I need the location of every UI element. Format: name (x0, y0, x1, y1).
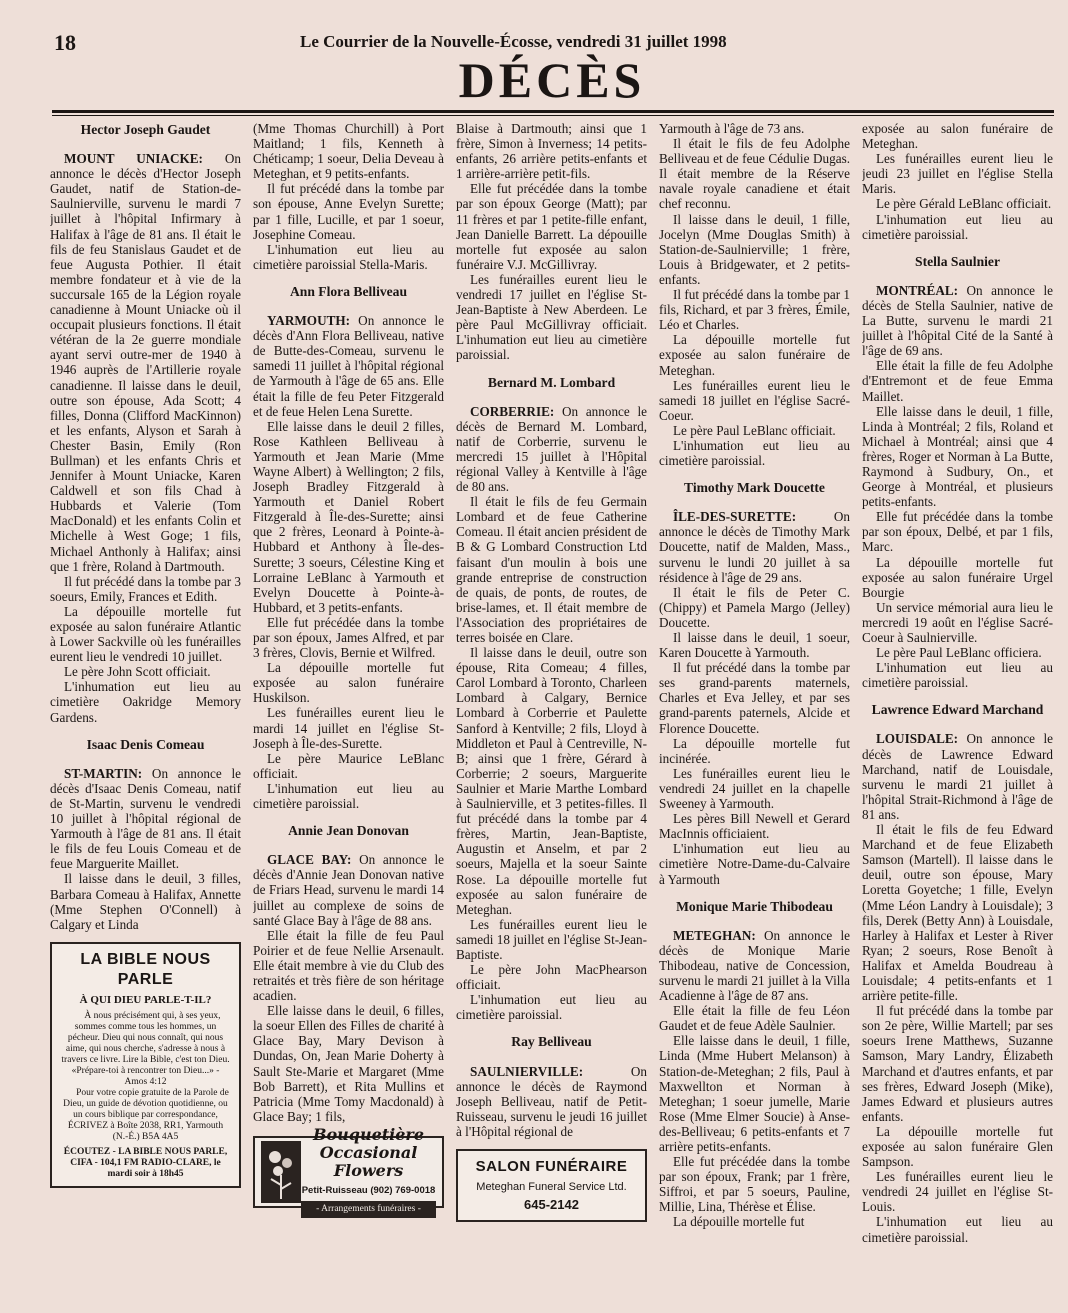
dateline: ÎLE-DES-SURETTE: (673, 509, 797, 525)
dateline: SAULNIERVILLE: (470, 1063, 584, 1079)
paragraph-text: Elle était la fille de feu Léon Gaudet et de feue Adèle Saulnier. (659, 1003, 850, 1034)
paragraph-text: Elle fut précédée dans la tombe par son époux, James Alfred, et par 3 frères, Clovis, Bernie et Wilfred. (253, 614, 444, 661)
obituary-heading: Bernard M. Lombard (487, 374, 616, 390)
obituary-heading: Annie Jean Donovan (288, 823, 409, 839)
obituary-paragraph (253, 121, 444, 181)
paragraph-text: Un service mémorial aura lieu le mercredi 19 août en l'église Sacré-Coeur à Saulnierville. (862, 599, 1053, 645)
paragraph-text: On annonce le décès de Raymond Joseph Belliveau, natif de Petit-Ruisseau, survenu le jeudi 16 juillet à l'Hôpital régional de (456, 1063, 647, 1139)
salon-funeraire-ad (456, 1149, 647, 1222)
section-title: DÉCÈS (458, 52, 646, 108)
paragraph-text: On annonce le décès de Lawrence Edward Marchand, natif de Louisdale, survenu le mardi 21 juillet à l'hôpital Strait-Richmond à l'âge de 81 ans. (862, 731, 1053, 822)
paragraph-text: Les funérailles eurent lieu le jeudi 23 juillet en l'église Stella Maris. (862, 151, 1053, 197)
salon-title: SALON FUNÉRAIRE (475, 1158, 628, 1175)
page-number: 18 (54, 30, 76, 55)
obituary-paragraph (862, 1124, 1053, 1169)
obituary-paragraph (862, 151, 1053, 196)
paragraph-text: Il laisse dans le deuil, 3 filles, Barbara Comeau à Halifax, Annette (Mme Stephen O'Connell) à Calgary et Linda (50, 871, 241, 932)
paragraph-text: Elle fut précédée dans la tombe par son époux George (Matt); par 11 frères et par 1 petite-fille enfant, Jean Danielle Barrett. La dépouille mortelle fut exposée au salon funéraire V.J. McGillivray. (456, 181, 647, 272)
column-5 (862, 121, 1053, 1307)
obituary-paragraph (659, 212, 850, 287)
column-2 (253, 121, 444, 1307)
paragraph-text: On annonce le décès d'Annie Jean Donovan native de Friars Head, survenu le mardi 14 juillet au complexe de soins de santé Glace Bay à l'âge de 88 ans. (253, 852, 444, 928)
obituary-paragraph (659, 332, 850, 377)
paragraph-text: Il était le fils de feu Edward Marchand et de feue Elizabeth Samson (Martell). Il laisse dans le deuil, outre son épouse, Mary Loretta Goyetche; 1 fille, Evelyn (Mme Léon Landry à Louisdale); 3 fils, Derek (Betty Ann) à Louisdale, Harley à Halifax et Lester à River Ryan; 2 soeurs, Rose Benoît à Halifax et Amelda Boudreau à Louisdale; 4 petits-enfants et 1 arrière petite-fille. (862, 822, 1053, 1004)
paragraph-text: On annonce le décès de Stella Saulnier, native de La Butte, survenu le mardi 21 juillet à l'hôpital Cité de la Santé à l'âge de 69 ans. (862, 282, 1053, 359)
columns (50, 121, 1054, 1307)
paragraph-text: Les funérailles eurent lieu le mardi 14 juillet en l'église St-Joseph à Île-des-Surette. (253, 705, 444, 751)
paragraph-text: (Mme Thomas Churchill) à Port Maitland; 1 fils, Kenneth à Chéticamp; 1 soeur, Delia Deveau à Meteghan, et 9 petits-enfants. (253, 121, 444, 182)
obituary-heading: Monique Marie Thibodeau (676, 898, 833, 914)
obituary-paragraph (862, 404, 1053, 510)
paragraph-text: Le père Paul LeBlanc officiera. (876, 645, 1042, 661)
paragraph-text: Le père John Scott officiait. (64, 664, 211, 680)
paragraph-text: exposée au salon funéraire de Meteghan. (862, 121, 1053, 152)
bible-ad-text: À nous précisément qui, à ses yeux, sommes comme tous les hommes, un pécheur. Dieu qui nous connaît, qui nous aime, qui nous cherche, s'adresse à nous à travers ce livre. Lire la Bible, c'est ton Dieu. «Prépare-toi à rencontrer ton Dieu...» - Amos 4:12 (61, 1010, 230, 1087)
paragraph-text: Blaise à Dartmouth; ainsi que 1 frère, Simon à Inverness; 14 petits-enfants, 26 arrière petits-enfants et 1 arrière-arrière petit-fils. (456, 121, 647, 182)
paragraph-text: Yarmouth à l'âge de 73 ans. (659, 121, 805, 136)
paragraph-text: La dépouille mortelle fut exposée au salon funéraire Huskilson. (253, 660, 444, 706)
dateline: MOUNT UNIACKE: (64, 151, 203, 167)
obituary-paragraph (862, 509, 1053, 554)
obituary-paragraph (659, 1033, 850, 1154)
obituary-paragraph (862, 196, 1053, 211)
paragraph-text: On annonce le décès d'Hector Joseph Gaudet, natif de Station-de-Saulnierville, survenu le mardi 7 juillet à l'hôpital Infirmary à Halifax à l'âge de 81 ans. Il était le fils de feu Stanislaus Gaudet et de feue Augusta Pothier. Il était membre fondateur et à vie de la succursale 165 de la Légion royale canadienne à Mount Uniacke où il occupait plusieurs fonctions. Il était vétéran de la 2e guerre mondiale ayant servi outre-mer de 1940 à 1946 auprès de l'Artillerie royale canadienne. Il laisse dans le deuil, outre son épouse, Ada Scott; 4 filles, Donna (Clifford MacKinnon) et les enfants, Alyson et Sarah à Chester Basin, Emily (Ron Bullman) et les enfants Chris et Jennifer à Mount Uniacke, Karen Caldwell et son fils Chad à Hubbards et Valerie (Tom MacDonald) et les enfants Colin et Michelle à West Goge; 1 fils, Michael Anthonly à Halifax; ainsi que 1 frère, Roland à Dartmouth. (50, 151, 241, 574)
obituary-paragraph (659, 841, 850, 886)
obituary-paragraph (50, 574, 241, 604)
obituary-paragraph (456, 494, 647, 645)
obituary-paragraph (862, 358, 1053, 403)
obituary-heading: Hector Joseph Gaudet (80, 122, 211, 137)
paragraph-text: Elle était la fille de feu Paul Poirier et de feue Nellie Arsenault. Elle était membre à vie du Club des retraités et très fière de son héritage acadien. (253, 927, 444, 1004)
obituary-paragraph (659, 736, 850, 766)
bible-ad-radio: ÉCOUTEZ - LA BIBLE NOUS PARLE, CIFA - 104,1 FM RADIO-CLARE, le mardi soir à 18h45 (63, 1146, 228, 1179)
obituary-paragraph (253, 852, 444, 927)
flower-icon (261, 1141, 301, 1203)
obituary-paragraph (862, 731, 1053, 822)
obituary-paragraph (456, 181, 647, 272)
masthead: Le Courrier de la Nouvelle-Écosse, vendredi 31 juillet 1998 (300, 32, 727, 51)
obituary-paragraph (862, 121, 1053, 151)
paragraph-text: La dépouille mortelle fut exposée au salon funéraire de Meteghan. (659, 332, 850, 378)
paragraph-text: Il laisse dans le deuil, 1 fille, Jocelyn (Mme Douglas Smith) à Station-de-Saulnierville; 1 frère, Louis à Bridgewater, et 2 petits-enfants. (659, 211, 850, 287)
paragraph-text: Le père Maurice LeBlanc officiait. (253, 750, 444, 781)
obituary-paragraph (253, 615, 444, 660)
header-rule (52, 110, 1054, 113)
obituary-paragraph (253, 313, 444, 419)
obituary-paragraph (659, 121, 850, 136)
obituary-heading: Ann Flora Belliveau (289, 283, 408, 299)
paragraph-text: L'inhumation eut lieu au cimetière paroissial. (456, 992, 647, 1023)
obituary-paragraph (659, 287, 850, 332)
paragraph-text: Il était le fils de Peter C. (Chippy) et Pamela Margo (Jelley) Doucette. (659, 584, 850, 630)
obituary-paragraph (659, 509, 850, 584)
paragraph-text: Il fut précédé dans la tombe par 1 fils, Richard, et par 3 frères, Émile, Léo et Charles. (659, 287, 850, 333)
paragraph-text: La dépouille mortelle fut exposée au salon funéraire Urgel Bourgie (862, 554, 1053, 600)
obituary-paragraph (862, 283, 1053, 358)
obituary-paragraph (862, 212, 1053, 242)
obituary-heading: Timothy Mark Doucette (684, 480, 825, 496)
bible-ad (50, 942, 241, 1188)
paragraph-text: Elle laisse dans le deuil, 6 filles, la soeur Ellen des Filles de charité à Glace Bay, Mary Devison à Dundas, On, Jean Marie Doherty à Sault Ste-Marie et Margaret (Mme Bob Barrett), et Rita Mullins et Patricia (Mme Tomy Macdonald) à Glace Bay; 1 fils, (253, 1003, 444, 1124)
obituary-paragraph (659, 660, 850, 735)
dateline: GLACE BAY: (267, 852, 352, 868)
obituary-paragraph (862, 822, 1053, 1003)
paragraph-text: L'inhumation eut lieu au cimetière paroissial. (862, 211, 1053, 242)
florist-phone: Petit-Ruisseau (902) 769-0018 (301, 1184, 436, 1196)
obituary-paragraph (50, 766, 241, 872)
paragraph-text: Elle laisse dans le deuil 2 filles, Rose Kathleen Belliveau à Yarmouth et Jean Marie (Mme Wayne Albert) à Wellington; 2 fils, Joseph Bradley Fitzgerald à Yarmouth et Daniel Robert Fitzgerald à Île-des-Surette; ainsi que 2 frères, Leonard à Pointe-à-Hubbard et Anthony à Île-des-Surette; 3 soeurs, Célestine King et Lorraine LeBlanc à Yarmouth et Evelyn Doucette à Pointe-à-Hubbard, et 3 petits-enfants. (253, 418, 444, 615)
dateline: YARMOUTH: (267, 313, 351, 329)
paragraph-text: Il fut précédé dans la tombe par ses grand-parents maternels, Charles et Eva Jelley, et par ses grand-parents paternels, Alcide et Florence Doucette. (659, 660, 850, 736)
paragraph-text: Elle fut précédée dans la tombe par son époux, Delbé, et par 1 fils, Marc. (862, 509, 1053, 555)
paragraph-text: On annonce le décès de Monique Marie Thibodeau, native de Concession, survenu le mardi 21 juillet à la Villa Acadienne à l'âge de 87 ans. (659, 927, 850, 1004)
paragraph-text: On annonce le décès de Bernard M. Lombard, natif de Corberrie, survenu le mercredi 15 juillet à l'Hôpital régional Valley à Kentville à l'âge de 80 ans. (456, 403, 647, 495)
obituary-paragraph (862, 555, 1053, 600)
paragraph-text: Il fut précédé dans la tombe par 3 soeurs, Emily, Frances et Edith. (50, 573, 241, 604)
paragraph-text: Le père Paul LeBlanc officiait. (673, 422, 836, 438)
obituary-paragraph (659, 585, 850, 630)
obituary-paragraph (862, 600, 1053, 645)
paragraph-text: La dépouille mortelle fut exposée au salon funéraire Atlantic à Lower Sackville où les funérailles eurent lieu le vendredi 10 juillet. (50, 603, 241, 665)
paragraph-text: Il laisse dans le deuil, outre son épouse, Rita Comeau; 4 filles, Carol Lombard à Toronto, Charleen Lombard à Calgary, Bernice Lombard à Corberrie et Paulette Sanford à Kentville; 2 fils, Lloyd à Middleton et Paul à Centreville, N-B; ainsi que 1 frère, Gérard à Corberrie; 2 soeurs, Marguerite Saulnier et Marie Marthe Lombard à Saulnierville, et 3 petites-filles. Il fut précédé dans la tombe par 4 frères, Martin, Jean-Baptiste, Augustin et Anselm, et par 2 soeurs, Majella et la soeur Sainte Rose. La dépouille mortelle fut exposée au salon funéraire de Meteghan. (456, 645, 647, 917)
obituary-paragraph (50, 679, 241, 724)
obituary-paragraph (862, 1003, 1053, 1124)
obituary-paragraph (50, 664, 241, 679)
obituary-paragraph (659, 630, 850, 660)
paragraph-text: On annonce le décès d'Isaac Denis Comeau, natif de St-Martin, survenu le vendredi 10 juillet à l'hôpital régional de Yarmouth à l'âge de 81 ans. Il était le fils de feu Louis Comeau et de feue Marguerite Maillet. (50, 765, 241, 872)
header-rule-thin (52, 115, 1054, 116)
obituary-paragraph (456, 962, 647, 992)
obituary-paragraph (253, 660, 444, 705)
obituary-paragraph (659, 136, 850, 211)
paragraph-text: Il était le fils de feu Adolphe Belliveau et de feue Cédulie Dugas. Il était membre de la Réserve navale royale canadiene et était chef reconnu. (659, 136, 850, 212)
obituary-paragraph (862, 645, 1053, 660)
obituary-paragraph (456, 404, 647, 495)
bible-ad-offer: Pour votre copie gratuite de la Parole de Dieu, un guide de dévotion quotidienne, ou un cours biblique par correspondance, ÉCRIVEZ à Boîte 2038, RR1, Yarmouth (N.-É.) B5A 4A5 (63, 1087, 229, 1142)
paragraph-text: Il fut précédé dans la tombe par son épouse, Anne Evelyn Surette; par 1 fille, Lucille, et par 1 soeur, Josephine Comeau. (253, 181, 444, 242)
column-1 (50, 121, 241, 1307)
obituary-heading: Lawrence Edward Marchand (871, 702, 1044, 718)
obituary-paragraph (862, 1169, 1053, 1214)
paragraph-text: Le père John MacPhearson officiait. (456, 962, 647, 993)
paragraph-text: Les funérailles eurent lieu le samedi 18 juillet en l'église St-Jean-Baptiste. (456, 916, 647, 962)
obituary-paragraph (50, 871, 241, 931)
obituary-paragraph (253, 1003, 444, 1124)
bible-ad-title: LA BIBLE NOUS PARLE (80, 950, 211, 988)
column-3 (456, 121, 647, 1307)
paragraph-text: Il laisse dans le deuil, 1 soeur, Karen Doucette à Yarmouth. (659, 630, 850, 661)
dateline: ST-MARTIN: (64, 765, 143, 781)
paragraph-text: On annonce le décès de Timothy Mark Doucette, natif de Malden, Mass., survenu le lundi 20 juillet à sa résidence à l'âge de 29 ans. (659, 509, 850, 585)
obituary-paragraph (253, 419, 444, 615)
obituary-heading: Ray Belliveau (511, 1034, 592, 1050)
bible-ad-subtitle: À QUI DIEU PARLE-T-IL? (79, 993, 212, 1006)
obituary-paragraph (253, 242, 444, 272)
obituary-paragraph (659, 766, 850, 811)
obituary-paragraph (253, 181, 444, 241)
obituary-paragraph (253, 928, 444, 1003)
obituary-paragraph (50, 604, 241, 664)
obituary-paragraph (659, 928, 850, 1003)
obituary-paragraph (659, 1003, 850, 1033)
obituary-paragraph (456, 992, 647, 1022)
obituary-paragraph (659, 1154, 850, 1214)
paragraph-text: Elle était la fille de feu Adolphe d'Entremont et de feue Emma Maillet. (862, 358, 1053, 404)
dateline: METEGHAN: (673, 927, 756, 943)
paragraph-text: Les funérailles eurent lieu le vendredi 24 juillet en l'église St-Louis. (862, 1169, 1053, 1215)
obituary-paragraph (456, 645, 647, 917)
paragraph-text: Elle fut précédée dans la tombe par son époux, Frank; par 1 frère, Siffroi, et par 5 soeurs, Pauline, Millie, Lina, Thérèse et Élise. (659, 1154, 850, 1215)
obituary-heading: Stella Saulnier (915, 253, 1000, 269)
paragraph-text: L'inhumation eut lieu au cimetière Oakridge Memory Gardens. (50, 679, 241, 725)
paragraph-text: La dépouille mortelle fut exposée au salon funéraire Glen Sampson. (862, 1123, 1053, 1170)
paragraph-text: On annonce le décès d'Ann Flora Belliveau, native de Butte-des-Comeau, survenu le samedi 11 juillet à l'hôpital régional de Yarmouth à l'âge de 65 ans. Elle était la fille de feu Peter Fitzgerald et de feue Helen Lena Surette. (253, 313, 444, 419)
dateline: MONTRÉAL: (876, 282, 959, 298)
column-4 (659, 121, 850, 1307)
obituary-paragraph (456, 1064, 647, 1139)
obituary-paragraph (456, 121, 647, 181)
dateline: LOUISDALE: (876, 731, 959, 747)
paragraph-text: Elle laisse dans le deuil, 1 fille, Linda à Montréal; 2 fils, Roland et Michael à Montréal; ainsi que 4 frères, Roger et Norman à La Butte, Raymond à Sudbury, On., et George à Montréal, et plusieurs petits-enfants. (862, 403, 1053, 510)
obituary-paragraph (659, 1214, 850, 1229)
paragraph-text: Le père Gérald LeBlanc officiait. (876, 196, 1052, 212)
obituary-paragraph (659, 438, 850, 468)
obituary-paragraph (456, 272, 647, 363)
paragraph-text: L'inhumation eut lieu au cimetière paroissial. (862, 1214, 1053, 1245)
paragraph-text: Les funérailles eurent lieu le samedi 18 juillet en l'église Sacré-Coeur. (659, 377, 850, 423)
paragraph-text: Il fut précédé dans la tombe par son 2e père, Willie Martell; par ses soeurs Irene Matthews, Suzanne Samson, Mary Landry, Élizabeth Marchand et d'autres enfants, et par ses frères, Edward Joseph (Mike), James Edward et plusieurs autres enfants. (862, 1003, 1053, 1124)
obituary-paragraph (50, 151, 241, 574)
paragraph-text: L'inhumation eut lieu au cimetière paroissial Stella-Maris. (253, 241, 444, 272)
dateline: CORBERRIE: (470, 403, 555, 419)
obituary-paragraph (253, 781, 444, 811)
obituary-paragraph (862, 1214, 1053, 1244)
obituary-paragraph (659, 378, 850, 423)
paragraph-text: L'inhumation eut lieu au cimetière paroissial. (253, 780, 444, 812)
paragraph-text: Elle laisse dans le deuil, 1 fille, Linda (Mme Hubert Melanson) à Station-de-Meteghan; 2 fils, Paul à Maxwellton et Norman à Meteghan; 1 soeur jumelle, Marie Rose (Mme Elmer Soucie) à Anse-des-Belliveau; 6 petits-enfants et 7 arrière petits-enfants. (659, 1033, 850, 1154)
paragraph-text: L'inhumation eut lieu au cimetière paroissial. (659, 437, 850, 469)
florist-name-2: Occasional Flowers (319, 1142, 418, 1180)
paragraph-text: Il était le fils de feu Germain Lombard et de feue Catherine Comeau. Il était ancien président de B & G Lombard Construction Ltd faisant d'un moulin à bois une grande entreprise de construction de quais, de ponts, de routes, de brise-lames, et. Il était membre de l'Association des propriétaires de terres boisée en Clare. (456, 494, 647, 645)
paragraph-text: La dépouille mortelle fut (673, 1214, 805, 1230)
obituary-paragraph (659, 811, 850, 841)
paragraph-text: La dépouille mortelle fut incinérée. (659, 735, 850, 766)
salon-name: Meteghan Funeral Service Ltd. (476, 1181, 627, 1194)
paragraph-text: Les pères Bill Newell et Gerard MacInnis officiaient. (659, 811, 850, 842)
obituary-paragraph (253, 751, 444, 781)
paragraph-text: L'inhumation eut lieu au cimetière Notre-Dame-du-Calvaire à Yarmouth (659, 841, 850, 887)
obituary-paragraph (659, 423, 850, 438)
paragraph-text: Les funérailles eurent lieu le vendredi 24 juillet en la chapelle Sweeney à Yarmouth. (659, 765, 850, 812)
obituary-paragraph (253, 705, 444, 750)
salon-phone: 645-2142 (524, 1197, 579, 1213)
paragraph-text: L'inhumation eut lieu au cimetière paroissial. (862, 660, 1053, 691)
florist-ad (253, 1124, 444, 1214)
paragraph-text: Les funérailles eurent lieu le vendredi 17 juillet en l'église St-Jean-Baptiste à New Aberdeen. Le père Paul McGillivray officiait. L'inhumation eut lieu au cimetière paroissial. (456, 271, 647, 363)
obituary-paragraph (456, 917, 647, 962)
obituary-paragraph (862, 660, 1053, 690)
florist-name-1: Bouquetière (312, 1124, 425, 1144)
obituary-heading: Isaac Denis Comeau (86, 736, 205, 752)
florist-tagline: - Arrangements funéraires - (301, 1201, 436, 1218)
